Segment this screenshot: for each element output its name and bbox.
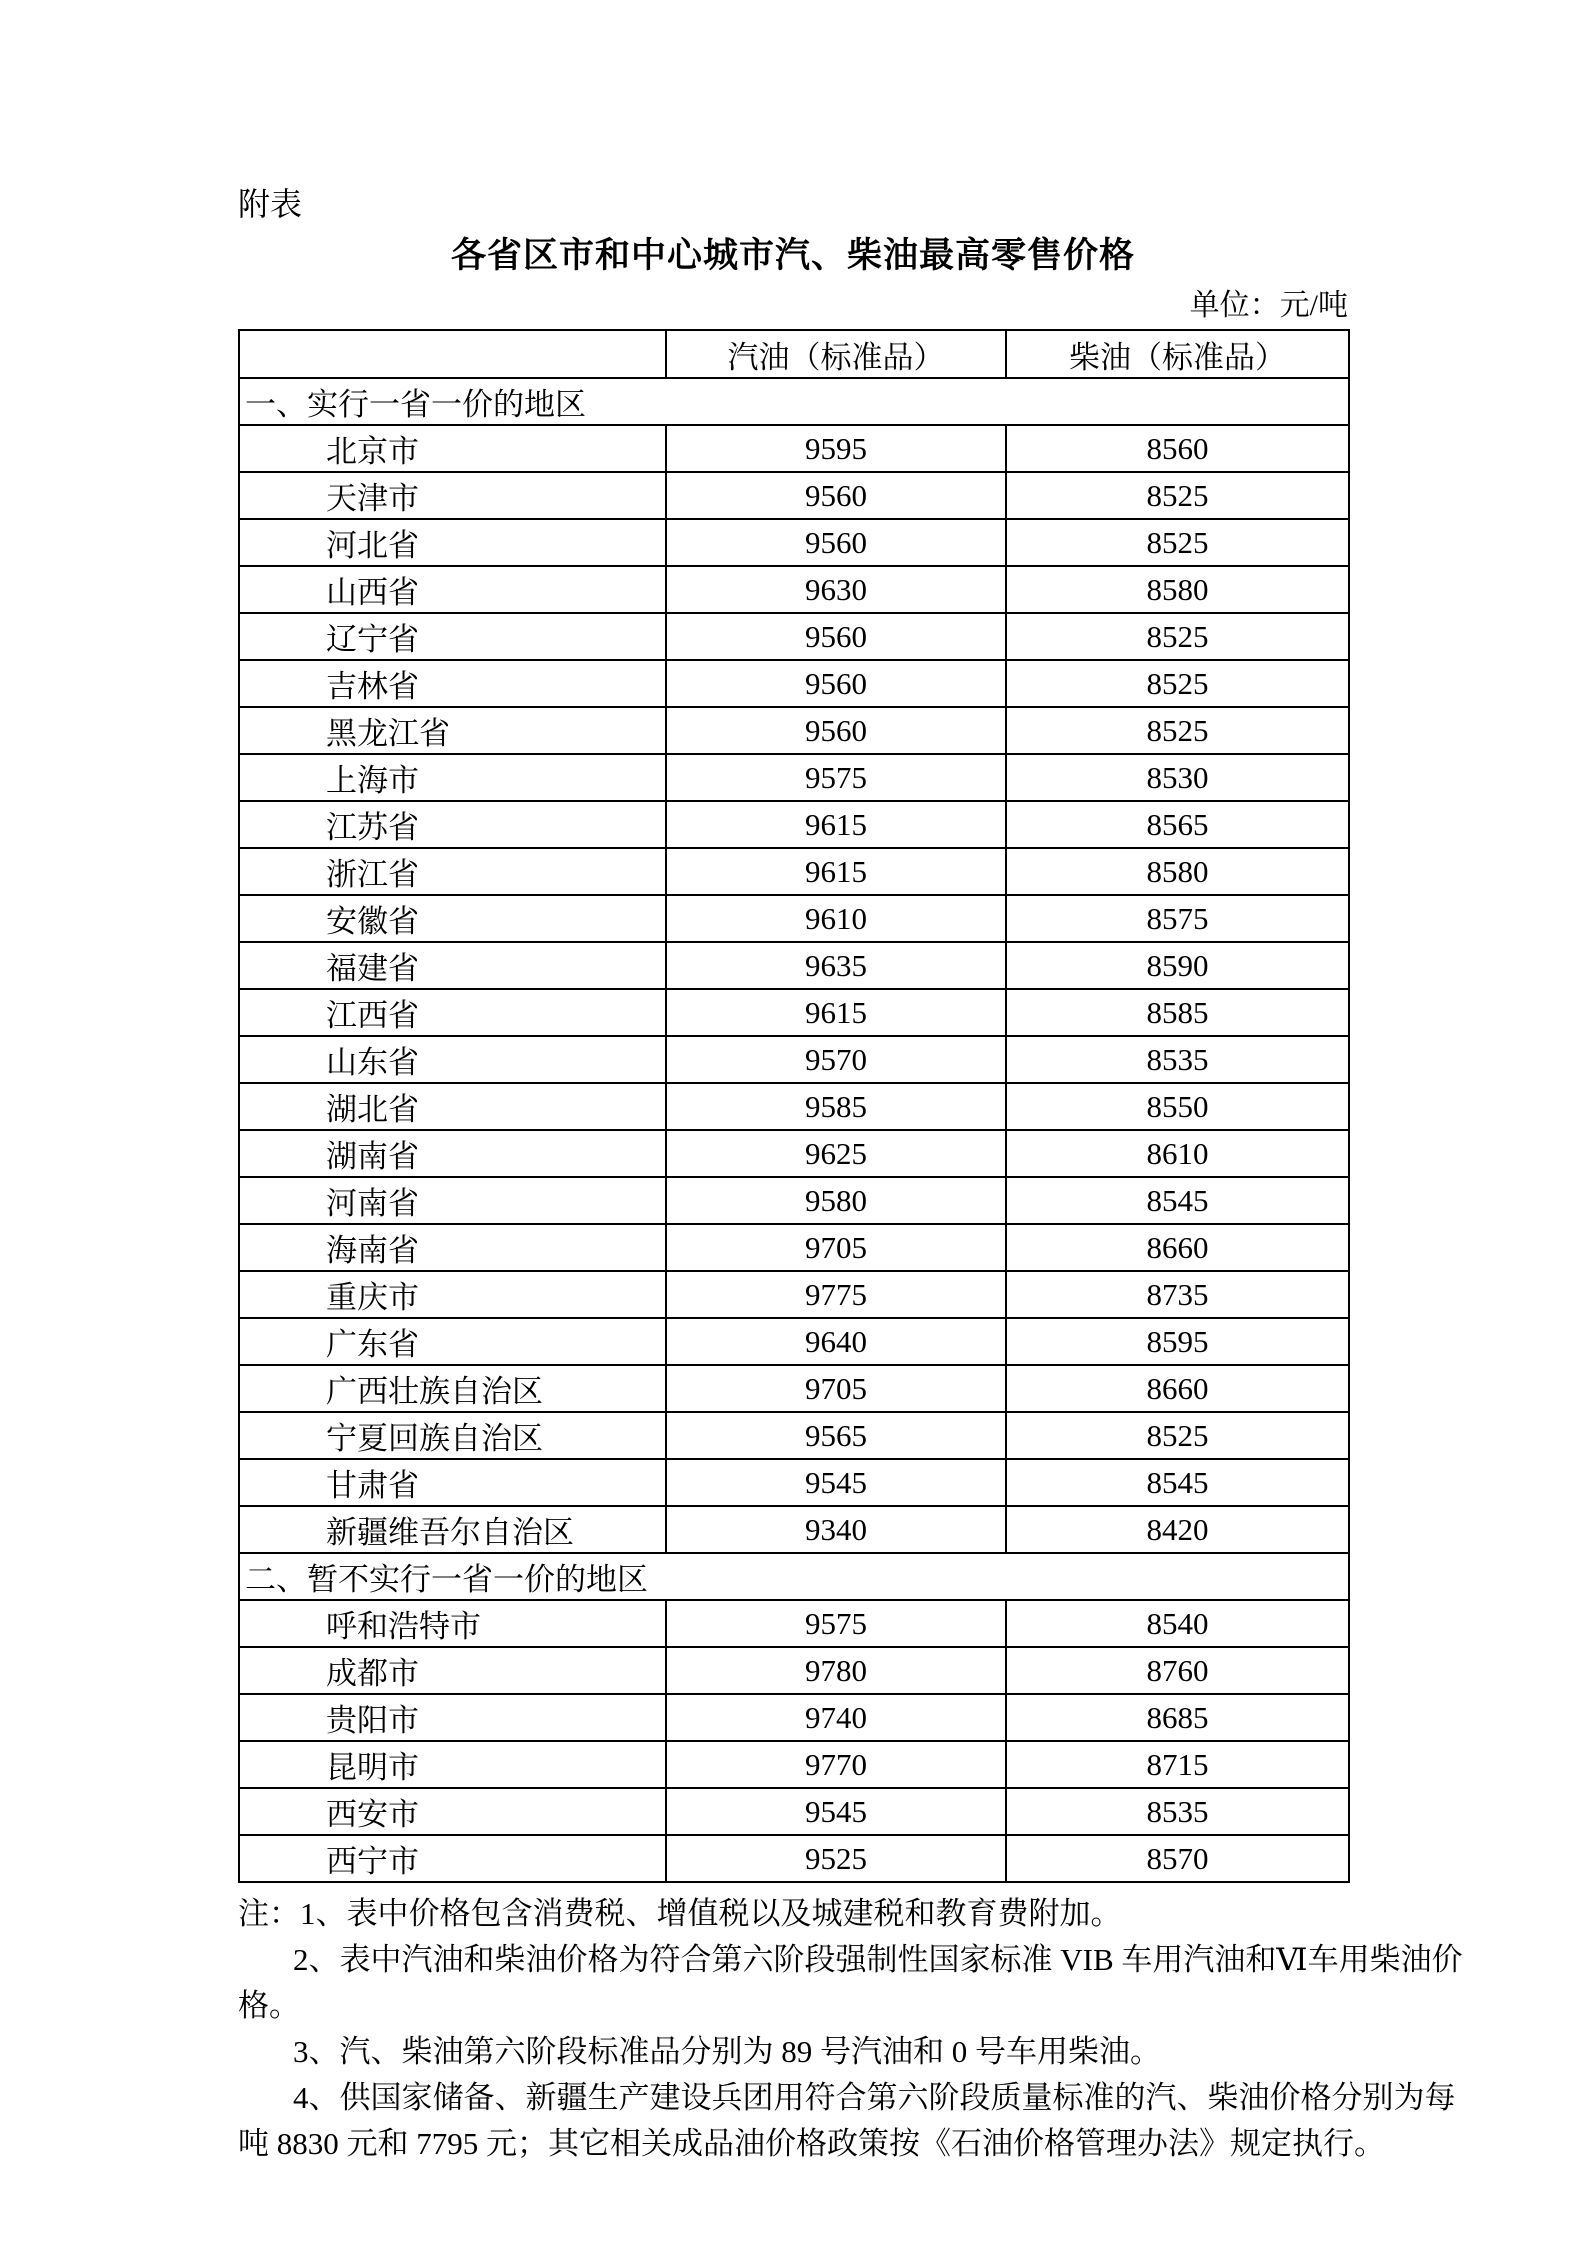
- gasoline-price-cell: 9560: [666, 472, 1006, 519]
- diesel-price-cell: 8525: [1006, 519, 1349, 566]
- table-row: [239, 1130, 1349, 1177]
- diesel-price-cell: 8550: [1006, 1083, 1349, 1130]
- gasoline-price-cell: 9705: [666, 1365, 1006, 1412]
- table-row: [239, 1365, 1349, 1412]
- region-name-cell: 江西省: [239, 989, 666, 1036]
- table-row: [239, 1600, 1349, 1647]
- region-name-cell: 呼和浩特市: [239, 1600, 666, 1647]
- diesel-price-cell: 8565: [1006, 801, 1349, 848]
- gasoline-price-cell: 9640: [666, 1318, 1006, 1365]
- gasoline-price-cell: 9525: [666, 1835, 1006, 1882]
- table-row: [239, 519, 1349, 566]
- table-row: [239, 1412, 1349, 1459]
- diesel-price-cell: 8525: [1006, 707, 1349, 754]
- table-row: [239, 425, 1349, 472]
- gasoline-price-cell: 9585: [666, 1083, 1006, 1130]
- table-row: [239, 1036, 1349, 1083]
- diesel-price-cell: 8545: [1006, 1177, 1349, 1224]
- table-row: [239, 942, 1349, 989]
- gasoline-price-cell: 9575: [666, 754, 1006, 801]
- gasoline-price-cell: 9570: [666, 1036, 1006, 1083]
- region-name-cell: 山东省: [239, 1036, 666, 1083]
- table-row: [239, 1318, 1349, 1365]
- note-line: 注：1、表中价格包含消费税、增值税以及城建税和教育费附加。: [238, 1896, 1122, 1931]
- region-name-cell: 辽宁省: [239, 613, 666, 660]
- region-name-cell: 浙江省: [239, 848, 666, 895]
- region-name-cell: 北京市: [239, 425, 666, 472]
- gasoline-price-cell: 9560: [666, 660, 1006, 707]
- section-header-row: [239, 1553, 1349, 1600]
- note-line: 4、供国家储备、新疆生产建设兵团用符合第六阶段质量标准的汽、柴油价格分别为每: [293, 2080, 1456, 2115]
- region-name-cell: 山西省: [239, 566, 666, 613]
- diesel-price-cell: 8715: [1006, 1741, 1349, 1788]
- region-name-cell: 甘肃省: [239, 1459, 666, 1506]
- diesel-price-cell: 8530: [1006, 754, 1349, 801]
- gasoline-price-cell: 9770: [666, 1741, 1006, 1788]
- table-row: [239, 1506, 1349, 1553]
- table-row: [239, 613, 1349, 660]
- note-line: 吨 8830 元和 7795 元；其它相关成品油价格政策按《石油价格管理办法》规定执行。: [238, 2126, 1385, 2161]
- region-name-cell: 广西壮族自治区: [239, 1365, 666, 1412]
- table-row: [239, 754, 1349, 801]
- region-name-cell: 宁夏回族自治区: [239, 1412, 666, 1459]
- region-name-cell: 河南省: [239, 1177, 666, 1224]
- region-name-cell: 安徽省: [239, 895, 666, 942]
- region-name-cell: 黑龙江省: [239, 707, 666, 754]
- table-row: [239, 848, 1349, 895]
- region-name-cell: 广东省: [239, 1318, 666, 1365]
- gasoline-price-cell: 9545: [666, 1459, 1006, 1506]
- gasoline-price-cell: 9615: [666, 989, 1006, 1036]
- gasoline-price-cell: 9580: [666, 1177, 1006, 1224]
- diesel-price-cell: 8610: [1006, 1130, 1349, 1177]
- diesel-price-cell: 8660: [1006, 1224, 1349, 1271]
- table-row: [239, 1459, 1349, 1506]
- gasoline-price-cell: 9625: [666, 1130, 1006, 1177]
- gasoline-price-cell: 9615: [666, 848, 1006, 895]
- region-name-cell: 天津市: [239, 472, 666, 519]
- table-row: [239, 1741, 1349, 1788]
- diesel-price-cell: 8685: [1006, 1694, 1349, 1741]
- diesel-price-cell: 8580: [1006, 566, 1349, 613]
- notes: [238, 1891, 1463, 2167]
- gasoline-price-cell: 9595: [666, 425, 1006, 472]
- region-name-cell: 成都市: [239, 1647, 666, 1694]
- gasoline-price-cell: 9630: [666, 566, 1006, 613]
- gasoline-price-cell: 9705: [666, 1224, 1006, 1271]
- gasoline-price-cell: 9635: [666, 942, 1006, 989]
- diesel-price-cell: 8580: [1006, 848, 1349, 895]
- region-name-cell: 贵阳市: [239, 1694, 666, 1741]
- diesel-price-cell: 8570: [1006, 1835, 1349, 1882]
- gasoline-price-cell: 9610: [666, 895, 1006, 942]
- unit-label: 单位：元/吨: [1189, 289, 1348, 322]
- region-name-cell: 昆明市: [239, 1741, 666, 1788]
- diesel-price-cell: 8420: [1006, 1506, 1349, 1553]
- diesel-price-cell: 8535: [1006, 1788, 1349, 1835]
- diesel-price-cell: 8575: [1006, 895, 1349, 942]
- table-row: [239, 1835, 1349, 1882]
- table-header-row: [239, 330, 1349, 378]
- gasoline-price-cell: 9560: [666, 613, 1006, 660]
- table-row: [239, 1647, 1349, 1694]
- table-row: [239, 707, 1349, 754]
- diesel-price-cell: 8585: [1006, 989, 1349, 1036]
- region-name-cell: 西宁市: [239, 1835, 666, 1882]
- gasoline-price-cell: 9340: [666, 1506, 1006, 1553]
- attachment-label: 附表: [238, 186, 303, 222]
- note-line: 2、表中汽油和柴油价格为符合第六阶段强制性国家标准 VIB 车用汽油和Ⅵ车用柴油价: [293, 1942, 1463, 1977]
- gasoline-price-cell: 9545: [666, 1788, 1006, 1835]
- price-table: [238, 329, 1350, 1883]
- table-row: [239, 801, 1349, 848]
- gasoline-price-cell: 9560: [666, 707, 1006, 754]
- diesel-price-cell: 8525: [1006, 613, 1349, 660]
- diesel-price-cell: 8660: [1006, 1365, 1349, 1412]
- note-line: 3、汽、柴油第六阶段标准品分别为 89 号汽油和 0 号车用柴油。: [293, 2034, 1161, 2069]
- diesel-price-cell: 8525: [1006, 660, 1349, 707]
- diesel-price-cell: 8560: [1006, 425, 1349, 472]
- table-row: [239, 566, 1349, 613]
- gasoline-price-cell: 9775: [666, 1271, 1006, 1318]
- diesel-price-cell: 8535: [1006, 1036, 1349, 1083]
- diesel-price-cell: 8525: [1006, 472, 1349, 519]
- note-line: 格。: [238, 1988, 300, 2023]
- region-name-cell: 河北省: [239, 519, 666, 566]
- table-row: [239, 472, 1349, 519]
- section-header-row: [239, 378, 1349, 425]
- table-row: [239, 1177, 1349, 1224]
- region-name-cell: 重庆市: [239, 1271, 666, 1318]
- region-name-cell: 湖北省: [239, 1083, 666, 1130]
- diesel-price-cell: 8545: [1006, 1459, 1349, 1506]
- column-header-gasoline: 汽油（标准品）: [666, 330, 1006, 378]
- section-header-label: 一、实行一省一价的地区: [239, 378, 1349, 425]
- diesel-price-cell: 8735: [1006, 1271, 1349, 1318]
- diesel-price-cell: 8540: [1006, 1600, 1349, 1647]
- region-name-cell: 江苏省: [239, 801, 666, 848]
- column-header-region: [239, 330, 666, 378]
- region-name-cell: 海南省: [239, 1224, 666, 1271]
- gasoline-price-cell: 9565: [666, 1412, 1006, 1459]
- gasoline-price-cell: 9740: [666, 1694, 1006, 1741]
- diesel-price-cell: 8590: [1006, 942, 1349, 989]
- gasoline-price-cell: 9615: [666, 801, 1006, 848]
- region-name-cell: 吉林省: [239, 660, 666, 707]
- diesel-price-cell: 8525: [1006, 1412, 1349, 1459]
- region-name-cell: 西安市: [239, 1788, 666, 1835]
- region-name-cell: 福建省: [239, 942, 666, 989]
- table-row: [239, 989, 1349, 1036]
- page-title: 各省区市和中心城市汽、柴油最高零售价格: [450, 236, 1135, 275]
- region-name-cell: 湖南省: [239, 1130, 666, 1177]
- section-header-label: 二、暂不实行一省一价的地区: [239, 1553, 1349, 1600]
- table-row: [239, 895, 1349, 942]
- gasoline-price-cell: 9575: [666, 1600, 1006, 1647]
- diesel-price-cell: 8760: [1006, 1647, 1349, 1694]
- table-row: [239, 1694, 1349, 1741]
- table-row: [239, 1271, 1349, 1318]
- table-row: [239, 1788, 1349, 1835]
- column-header-diesel: 柴油（标准品）: [1006, 330, 1349, 378]
- gasoline-price-cell: 9780: [666, 1647, 1006, 1694]
- diesel-price-cell: 8595: [1006, 1318, 1349, 1365]
- table-row: [239, 1224, 1349, 1271]
- region-name-cell: 新疆维吾尔自治区: [239, 1506, 666, 1553]
- region-name-cell: 上海市: [239, 754, 666, 801]
- table-row: [239, 660, 1349, 707]
- gasoline-price-cell: 9560: [666, 519, 1006, 566]
- table-row: [239, 1083, 1349, 1130]
